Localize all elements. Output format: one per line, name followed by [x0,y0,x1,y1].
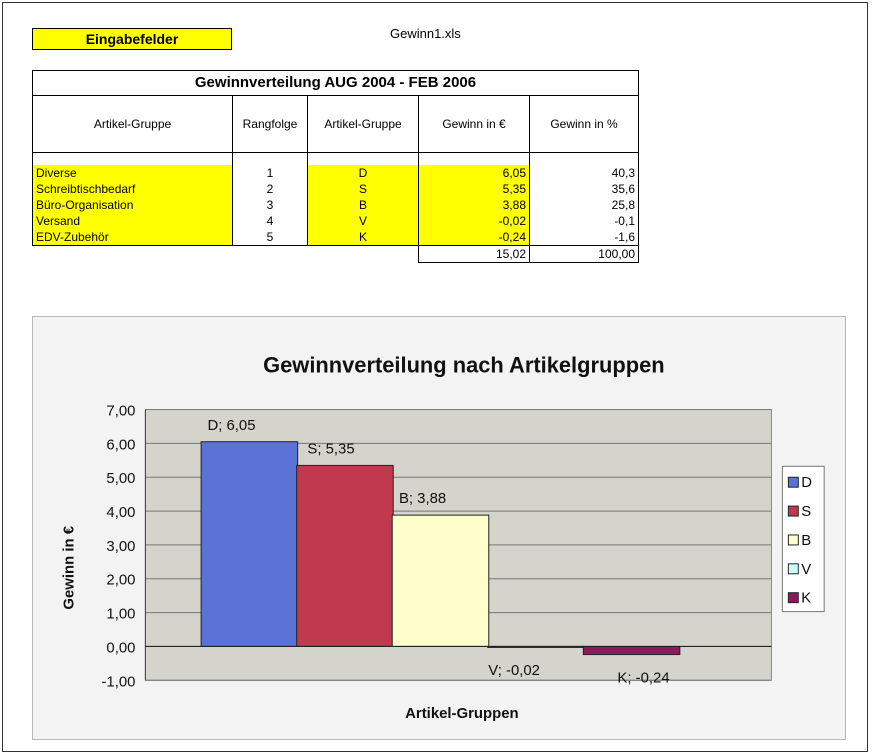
legend-label-s: S [801,503,812,521]
y-tick-label: 6,00 [106,436,136,454]
cell-artikel-name: Büro-Organisation [33,197,233,213]
cell-rangfolge: 5 [233,229,308,246]
table-row [33,213,639,229]
y-tick-label: 1,00 [106,605,136,623]
y-axis-title: Gewinn in € [60,525,78,610]
input-fields-label: Eingabefelder [32,28,232,50]
header-artikel-gruppe: Artikel-Gruppe [33,96,233,153]
chart-title: Gewinnverteilung nach Artikelgruppen [263,352,665,378]
cell-artikel-name: EDV-Zubehör [33,229,233,246]
cell-gewinn-eur: -0,24 [419,229,530,246]
legend-swatch-k [788,593,798,603]
legend-label-k: K [801,589,812,607]
header-rangfolge: Rangfolge [233,96,308,153]
cell-gewinn-pct: 40,3 [530,165,639,181]
table-title: Gewinnverteilung AUG 2004 - FEB 2006 [33,71,639,96]
bar-b [392,515,489,646]
cell-rangfolge: 4 [233,213,308,229]
profit-table [32,70,639,263]
y-tick-label: 4,00 [106,504,136,522]
total-gewinn-eur: 15,02 [419,246,530,263]
y-tick-label: 2,00 [106,571,136,589]
legend-label-b: B [801,531,812,549]
legend-swatch-b [788,535,798,545]
table-title-row [33,71,639,96]
cell-gewinn-pct: 35,6 [530,181,639,197]
data-label-v: V; -0,02 [488,661,540,679]
table-total-row [33,246,639,263]
cell-gewinn-pct: -1,6 [530,229,639,246]
cell-code: B [308,197,419,213]
table-row [33,165,639,181]
bar-k [583,646,680,654]
cell-gewinn-eur: -0,02 [419,213,530,229]
cell-artikel-name: Diverse [33,165,233,181]
bar-d [201,442,298,647]
cell-gewinn-eur: 6,05 [419,165,530,181]
cell-rangfolge: 1 [233,165,308,181]
y-tick-label: -1,00 [101,673,136,691]
legend-label-v: V [801,560,812,578]
data-label-s: S; 5,35 [307,440,355,458]
table-header-row [33,96,639,153]
y-tick-label: 5,00 [106,470,136,488]
data-label-k: K; -0,24 [617,669,670,687]
cell-gewinn-pct: -0,1 [530,213,639,229]
x-axis-title: Artikel-Gruppen [405,705,519,723]
cell-gewinn-eur: 3,88 [419,197,530,213]
cell-code: S [308,181,419,197]
profit-chart [32,316,846,740]
legend-label-d: D [801,474,813,492]
header-gewinn-eur: Gewinn in € [419,96,530,153]
cell-rangfolge: 2 [233,181,308,197]
cell-code: V [308,213,419,229]
total-gewinn-pct: 100,00 [530,246,639,263]
cell-code: D [308,165,419,181]
table-row [33,229,639,246]
cell-gewinn-eur: 5,35 [419,181,530,197]
data-label-d: D; 6,05 [207,416,256,434]
legend-swatch-d [788,477,798,487]
legend-swatch-v [788,564,798,574]
y-tick-label: 3,00 [106,537,136,555]
y-tick-label: 7,00 [106,402,136,420]
cell-gewinn-pct: 25,8 [530,197,639,213]
header-artikel-gruppe-code: Artikel-Gruppe [308,96,419,153]
cell-artikel-name: Schreibtischbedarf [33,181,233,197]
cell-artikel-name: Versand [33,213,233,229]
table-row [33,197,639,213]
file-name: Gewinn1.xls [390,26,461,41]
bar-s [297,465,394,646]
cell-code: K [308,229,419,246]
y-tick-label: 0,00 [106,639,136,657]
data-label-b: B; 3,88 [398,490,447,508]
header-gewinn-pct: Gewinn in % [530,96,639,153]
legend-swatch-s [788,506,798,516]
table-row [33,181,639,197]
cell-rangfolge: 3 [233,197,308,213]
